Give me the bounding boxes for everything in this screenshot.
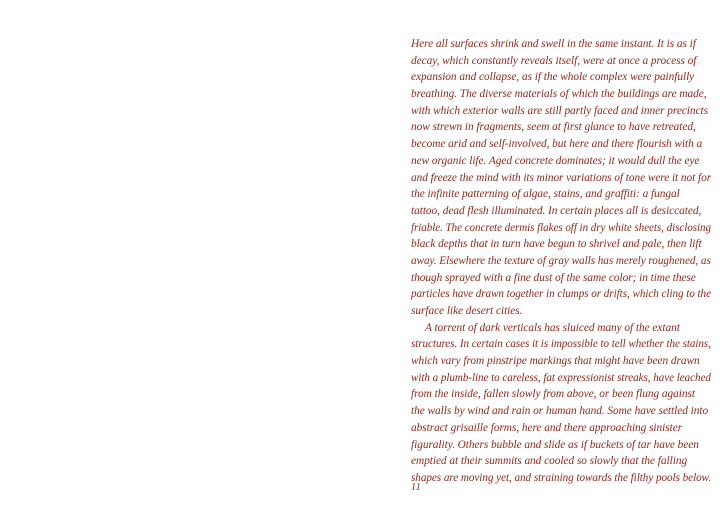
right-page — [364, 0, 728, 532]
paragraph-first-line: A torrent of dark verticals has sluiced many of the extant — [425, 321, 680, 334]
text-line: from the inside, fallen slowly from above, or been flung against — [411, 388, 695, 401]
text-line: the walls by wind and rain or human hand. Some have settled into — [411, 405, 709, 418]
text-line: black depths that in turn have begun to shrivel and pale, then lift — [411, 238, 702, 251]
text-line: expansion and collapse, as if the whole complex were painfully — [411, 71, 695, 84]
text-line: Here all surfaces shrink and swell in the same instant. It is as if — [411, 38, 696, 50]
text-line: and freeze the mind with its minor variations of tone were it not for — [411, 171, 712, 184]
text-line: with a plumb-line to careless, fat expressionist streaks, have leached — [411, 371, 711, 384]
text-line: though sprayed with a fine dust of the same color; in time these — [411, 271, 696, 284]
text-line: which vary from pinstripe markings that might have been drawn — [411, 355, 700, 368]
text-line: away. Elsewhere the texture of gray walls has merely roughened, as — [411, 254, 711, 267]
text-line: structures. In certain cases it is impossible to tell whether the stains, — [411, 338, 711, 351]
text-line: figurality. Others bubble and slide as if buckets of tar have been — [411, 438, 699, 451]
text-line: tattoo, dead flesh illuminated. In certain places all is desiccated, — [411, 204, 702, 217]
text-line: decay, which constantly reveals itself, were at once a process of — [411, 54, 697, 67]
text-line: the infinite patterning of algae, stains, and graffiti: a fungal — [411, 188, 680, 201]
text-line: new organic life. Aged concrete dominates; it would dull the eye — [411, 154, 700, 167]
text-line: shapes are moving yet, and straining towards the filthy pools below. — [411, 471, 711, 484]
text-line: particles have drawn together in clumps or drifts, which cling to the — [411, 288, 711, 301]
text-line: abstract grisaille forms, here and there approaching sinister — [411, 421, 683, 434]
text-line: with which exterior walls are still partly faced and inner precincts — [411, 104, 708, 117]
page-number: 11 — [411, 482, 422, 493]
text-line: become arid and self-involved, but here and there flourish with a — [411, 138, 703, 151]
body-text — [411, 36, 711, 487]
text-line: emptied at their summits and cooled so slowly that the falling — [411, 455, 688, 468]
text-line: now strewn in fragments, seem at first glance to have retreated, — [411, 121, 696, 134]
text-line: surface like desert cities. — [411, 305, 523, 317]
text-line: friable. The concrete dermis flakes off in dry white sheets, disclosing — [411, 221, 711, 234]
text-line: breathing. The diverse materials of which the buildings are made, — [411, 88, 707, 101]
